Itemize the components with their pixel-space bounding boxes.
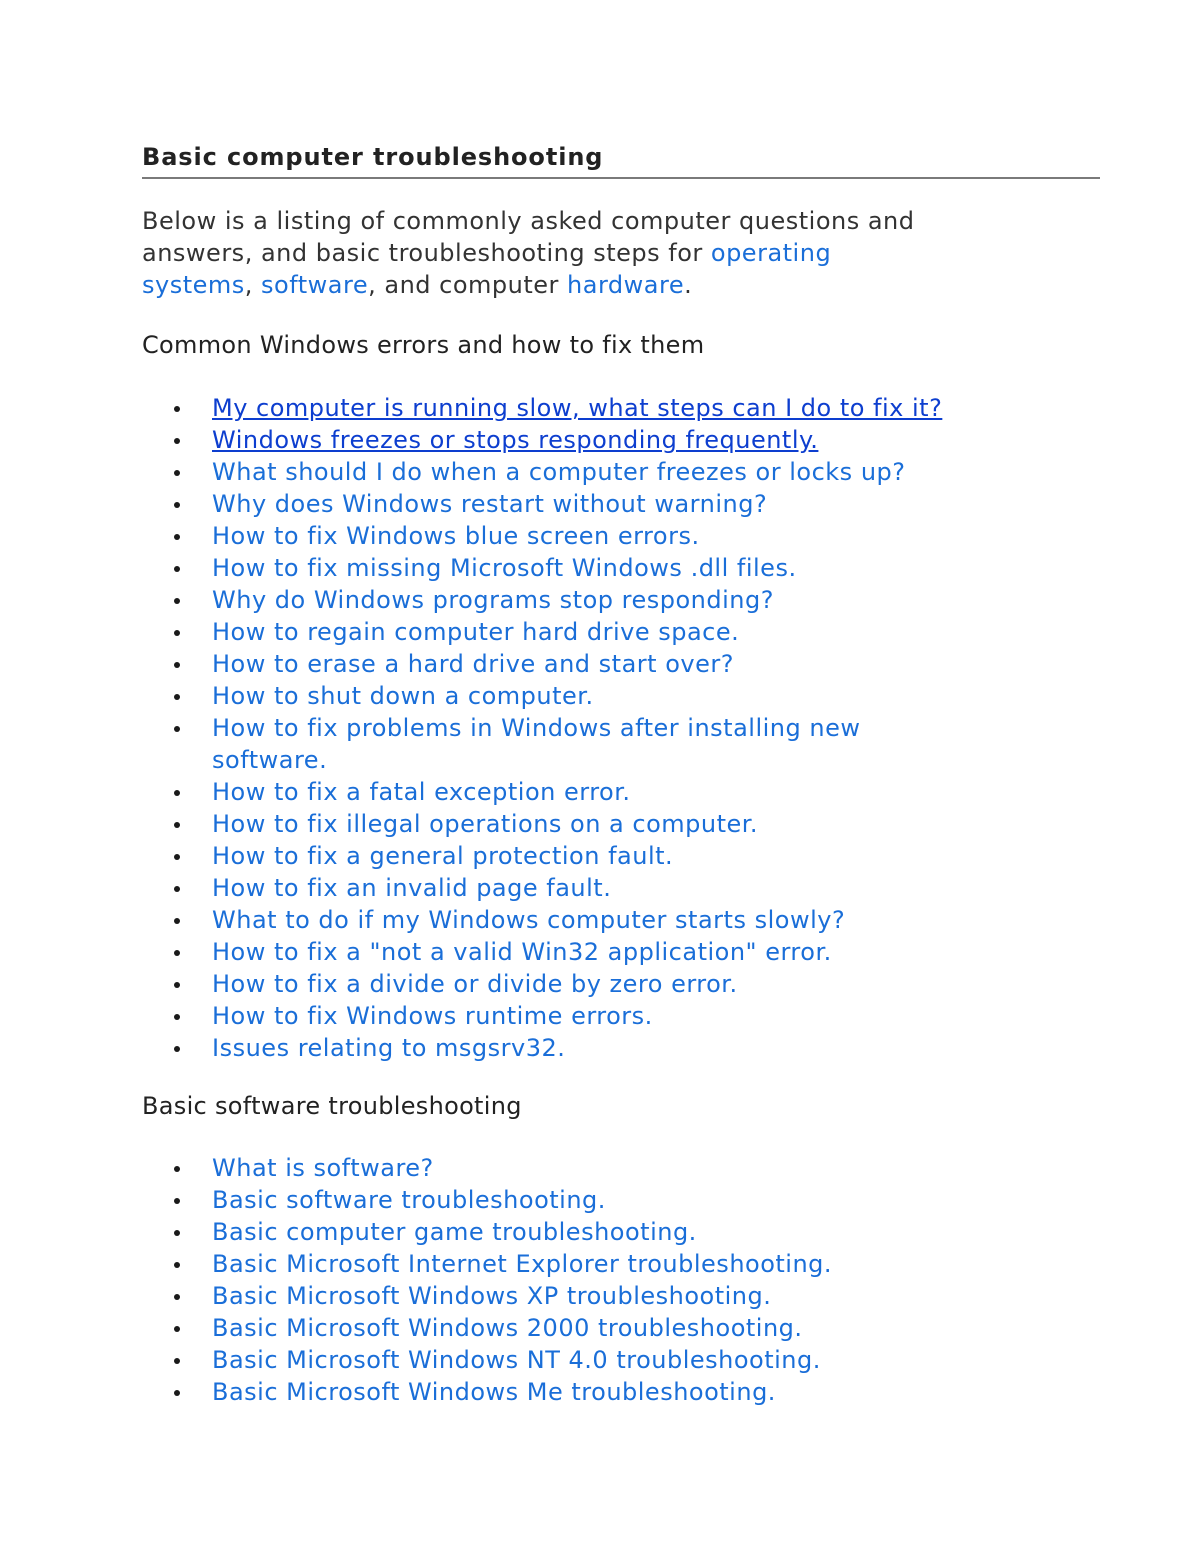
- intro-line-2: [142, 237, 1042, 269]
- list-item-link[interactable]: What is software?: [212, 1154, 434, 1182]
- list-item[interactable]: [142, 904, 1100, 936]
- list-item[interactable]: [142, 552, 1100, 584]
- bullet-icon: [174, 1326, 180, 1332]
- list-item-link[interactable]: How to shut down a computer.: [212, 682, 594, 710]
- list-item-link[interactable]: How to fix an invalid page fault.: [212, 874, 612, 902]
- list-item[interactable]: [142, 1248, 1100, 1280]
- list-item[interactable]: [142, 936, 1100, 968]
- bullet-icon: [174, 406, 180, 412]
- software-link[interactable]: software: [261, 271, 369, 299]
- list-item[interactable]: [142, 680, 1100, 712]
- operating-link[interactable]: operating: [710, 239, 832, 267]
- list-item-link[interactable]: Windows freezes or stops responding frequently.: [212, 426, 819, 454]
- page-title: Basic computer troubleshooting: [142, 143, 604, 171]
- intro-paragraph: [142, 205, 1042, 301]
- software-list: [142, 1152, 1100, 1408]
- bullet-icon: [174, 918, 180, 924]
- bullet-icon: [174, 790, 180, 796]
- list-item-link[interactable]: How to fix a "not a valid Win32 application" error.: [212, 938, 832, 966]
- list-item[interactable]: [142, 520, 1100, 552]
- bullet-icon: [174, 1358, 180, 1364]
- list-item-link[interactable]: Basic software troubleshooting.: [212, 1186, 606, 1214]
- bullet-icon: [174, 726, 180, 732]
- list-item[interactable]: [142, 616, 1100, 648]
- list-item-link[interactable]: Basic Microsoft Internet Explorer troubleshooting.: [212, 1250, 833, 1278]
- list-item-link[interactable]: How to fix Windows blue screen errors.: [212, 522, 700, 550]
- list-item[interactable]: [142, 1032, 1100, 1064]
- list-item-link[interactable]: Basic Microsoft Windows Me troubleshooting.: [212, 1378, 776, 1406]
- list-item[interactable]: [142, 968, 1100, 1000]
- list-item-link[interactable]: My computer is running slow, what steps can I do to fix it?: [212, 394, 943, 422]
- list-item[interactable]: [142, 648, 1100, 680]
- list-item[interactable]: [142, 808, 1100, 840]
- bullet-icon: [174, 1262, 180, 1268]
- list-item-link[interactable]: How to regain computer hard drive space.: [212, 618, 740, 646]
- bullet-icon: [174, 470, 180, 476]
- bullet-icon: [174, 694, 180, 700]
- list-item[interactable]: [142, 1152, 1100, 1184]
- bullet-icon: [174, 822, 180, 828]
- bullet-icon: [174, 630, 180, 636]
- systems-link[interactable]: systems: [142, 271, 245, 299]
- list-item[interactable]: [142, 1344, 1100, 1376]
- list-item-link[interactable]: Basic Microsoft Windows NT 4.0 troubleshooting.: [212, 1346, 821, 1374]
- list-item-link[interactable]: Basic Microsoft Windows XP troubleshooting.: [212, 1282, 772, 1310]
- list-item[interactable]: [142, 392, 1100, 424]
- list-item[interactable]: [142, 1312, 1100, 1344]
- bullet-icon: [174, 534, 180, 540]
- bullet-icon: [174, 1014, 180, 1020]
- bullet-icon: [174, 1046, 180, 1052]
- intro-separator: ,: [244, 271, 262, 299]
- list-item[interactable]: [142, 1000, 1100, 1032]
- list-item-link[interactable]: Why do Windows programs stop responding?: [212, 586, 774, 614]
- list-item[interactable]: [142, 776, 1100, 808]
- bullet-icon: [174, 1166, 180, 1172]
- list-item-link[interactable]: How to fix illegal operations on a computer.: [212, 810, 759, 838]
- list-item[interactable]: [142, 1376, 1100, 1408]
- bullet-icon: [174, 950, 180, 956]
- list-item-link[interactable]: Why does Windows restart without warning?: [212, 490, 768, 518]
- bullet-icon: [174, 1198, 180, 1204]
- list-item-link[interactable]: How to fix a general protection fault.: [212, 842, 674, 870]
- bullet-icon: [174, 502, 180, 508]
- list-item[interactable]: [142, 1216, 1100, 1248]
- bullet-icon: [174, 1294, 180, 1300]
- intro-line-3: [142, 269, 1042, 301]
- list-item-link[interactable]: What to do if my Windows computer starts slowly?: [212, 906, 846, 934]
- intro-line-1: Below is a listing of commonly asked computer questions and: [142, 207, 915, 235]
- bullet-icon: [174, 1390, 180, 1396]
- windows-errors-list: [142, 392, 1100, 1064]
- bullet-icon: [174, 982, 180, 988]
- hardware-link[interactable]: hardware: [567, 271, 685, 299]
- list-item[interactable]: [142, 712, 1100, 776]
- list-item[interactable]: [142, 1280, 1100, 1312]
- list-item[interactable]: [142, 488, 1100, 520]
- list-item-link[interactable]: What should I do when a computer freezes or locks up?: [212, 458, 906, 486]
- bullet-icon: [174, 854, 180, 860]
- intro-separator: , and computer: [368, 271, 568, 299]
- list-item[interactable]: [142, 456, 1100, 488]
- list-item-link[interactable]: Basic Microsoft Windows 2000 troubleshooting.: [212, 1314, 803, 1342]
- list-item-link[interactable]: How to fix problems in Windows after installing new software.: [212, 714, 861, 774]
- title-divider: [142, 177, 1100, 179]
- list-item-link[interactable]: How to fix Windows runtime errors.: [212, 1002, 653, 1030]
- list-item-link[interactable]: How to fix a divide or divide by zero error.: [212, 970, 738, 998]
- list-item[interactable]: [142, 872, 1100, 904]
- section-heading-software: Basic software troubleshooting: [142, 1092, 522, 1120]
- list-item-link[interactable]: Issues relating to msgsrv32.: [212, 1034, 566, 1062]
- list-item-link[interactable]: How to fix a fatal exception error.: [212, 778, 631, 806]
- bullet-icon: [174, 886, 180, 892]
- bullet-icon: [174, 566, 180, 572]
- intro-text: answers, and basic troubleshooting steps for: [142, 239, 711, 267]
- list-item[interactable]: [142, 1184, 1100, 1216]
- bullet-icon: [174, 662, 180, 668]
- intro-end: .: [684, 271, 693, 299]
- list-item-link[interactable]: How to fix missing Microsoft Windows .dll files.: [212, 554, 797, 582]
- list-item-link[interactable]: How to erase a hard drive and start over?: [212, 650, 734, 678]
- bullet-icon: [174, 1230, 180, 1236]
- list-item[interactable]: [142, 584, 1100, 616]
- bullet-icon: [174, 438, 180, 444]
- list-item-link[interactable]: Basic computer game troubleshooting.: [212, 1218, 697, 1246]
- bullet-icon: [174, 598, 180, 604]
- list-item[interactable]: [142, 424, 1100, 456]
- section-heading-windows-errors: Common Windows errors and how to fix them: [142, 331, 705, 359]
- list-item[interactable]: [142, 840, 1100, 872]
